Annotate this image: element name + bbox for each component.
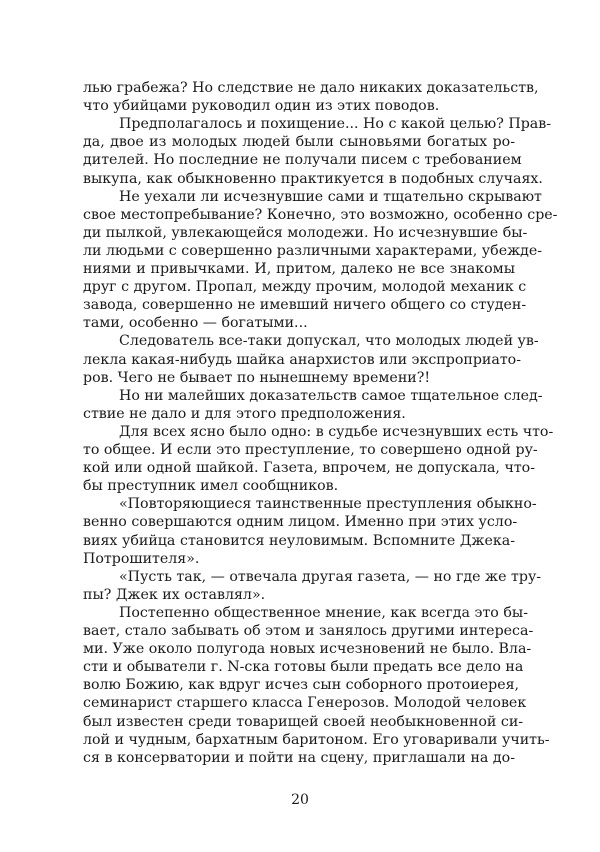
text-line: был известен среди товарищей своей необыкновенной си- [83, 713, 524, 730]
text-line: Потрошителя». [83, 550, 200, 567]
text-line: свое местопребывание? Конечно, это возможно, особенно сре- [83, 206, 558, 223]
text-line: Предполагалось и похищение... Но с какой целью? Прав- [119, 116, 552, 133]
text-line: друг с другом. Пропал, между прочим, молодой механик с [83, 279, 527, 296]
text-line: «Повторяющиеся таинственные преступления обыкно- [119, 496, 537, 513]
text-line: семинарист старшего класса Генерозов. Молодой человек [83, 695, 527, 712]
text-line: завода, совершенно не имевший ничего общего со студен- [83, 297, 527, 314]
text-line: «Пусть так, — отвечала другая газета, — но где же тру- [119, 568, 542, 585]
text-line: бы преступник имел сообщников. [83, 478, 339, 495]
text-line: Но ни малейших доказательств самое тщательное след- [119, 387, 543, 404]
text-line: Постепенно общественное мнение, как всегда это бы- [119, 604, 528, 621]
text-line: ствие не дало и для этого предположения. [83, 405, 406, 422]
text-line: сти и обыватели г. N-ска готовы были предать все дело на [83, 659, 524, 676]
text-line: пы? Джек их оставлял». [83, 586, 266, 603]
text-line: Для всех ясно было одно: в судьбе исчезнувших есть что- [119, 423, 554, 440]
text-line: лекла какая-нибудь шайка анархистов или экспроприато- [83, 351, 522, 368]
text-line: тами, особенно — богатыми... [83, 315, 308, 332]
text-line: виях убийца становится неуловимым. Вспомните Джека- [83, 532, 515, 549]
text-line: ми. Уже около полугода новых исчезновений не было. Вла- [83, 641, 532, 658]
text-line: выкупа, как обыкновенно практикуется в подобных случаях. [83, 170, 543, 187]
text-line: волю Божию, как вдруг исчез сын соборного протоиерея, [83, 677, 520, 694]
text-line: лой и чудным, бархатным баритоном. Его уговаривали учить- [83, 731, 550, 748]
text-line: Не уехали ли исчезнувшие сами и тщательно скрывают [119, 188, 542, 205]
text-line: кой или одной шайкой. Газета, впрочем, не допускала, что- [83, 460, 536, 477]
page-number: 20 [291, 792, 309, 808]
text-line: ди пылкой, увлекающейся молодежи. Но исчезнувшие бы- [83, 224, 528, 241]
text-line: то общее. И если это преступление, то совершено одной ру- [83, 442, 538, 458]
text-line: Следователь все-таки допускал, что молодых людей ув- [119, 333, 539, 350]
text-line: ли людьми с совершенно различными характерами, убежде- [83, 242, 543, 259]
text-line: дителей. Но последние не получали писем с требованием [83, 152, 522, 169]
text-line: ниями и привычками. И, притом, далеко не все знакомы [83, 261, 515, 277]
text-line: что убийцами руководил один из этих поводов. [83, 98, 440, 115]
text-line: да, двое из молодых людей были сыновьями богатых ро- [83, 134, 515, 151]
text-line: ров. Чего не бывает по нынешнему времени?! [83, 369, 431, 386]
text-line: вает, стало забывать об этом и занялось другими интереса- [83, 623, 534, 639]
text-line: ся в консерватории и пойти на сцену, приглашали на до- [83, 749, 515, 766]
text-line: лью грабежа? Но следствие не дало никаких доказательств, [83, 80, 539, 96]
text-line: венно совершаются одним лицом. Именно при этих усло- [83, 514, 518, 531]
